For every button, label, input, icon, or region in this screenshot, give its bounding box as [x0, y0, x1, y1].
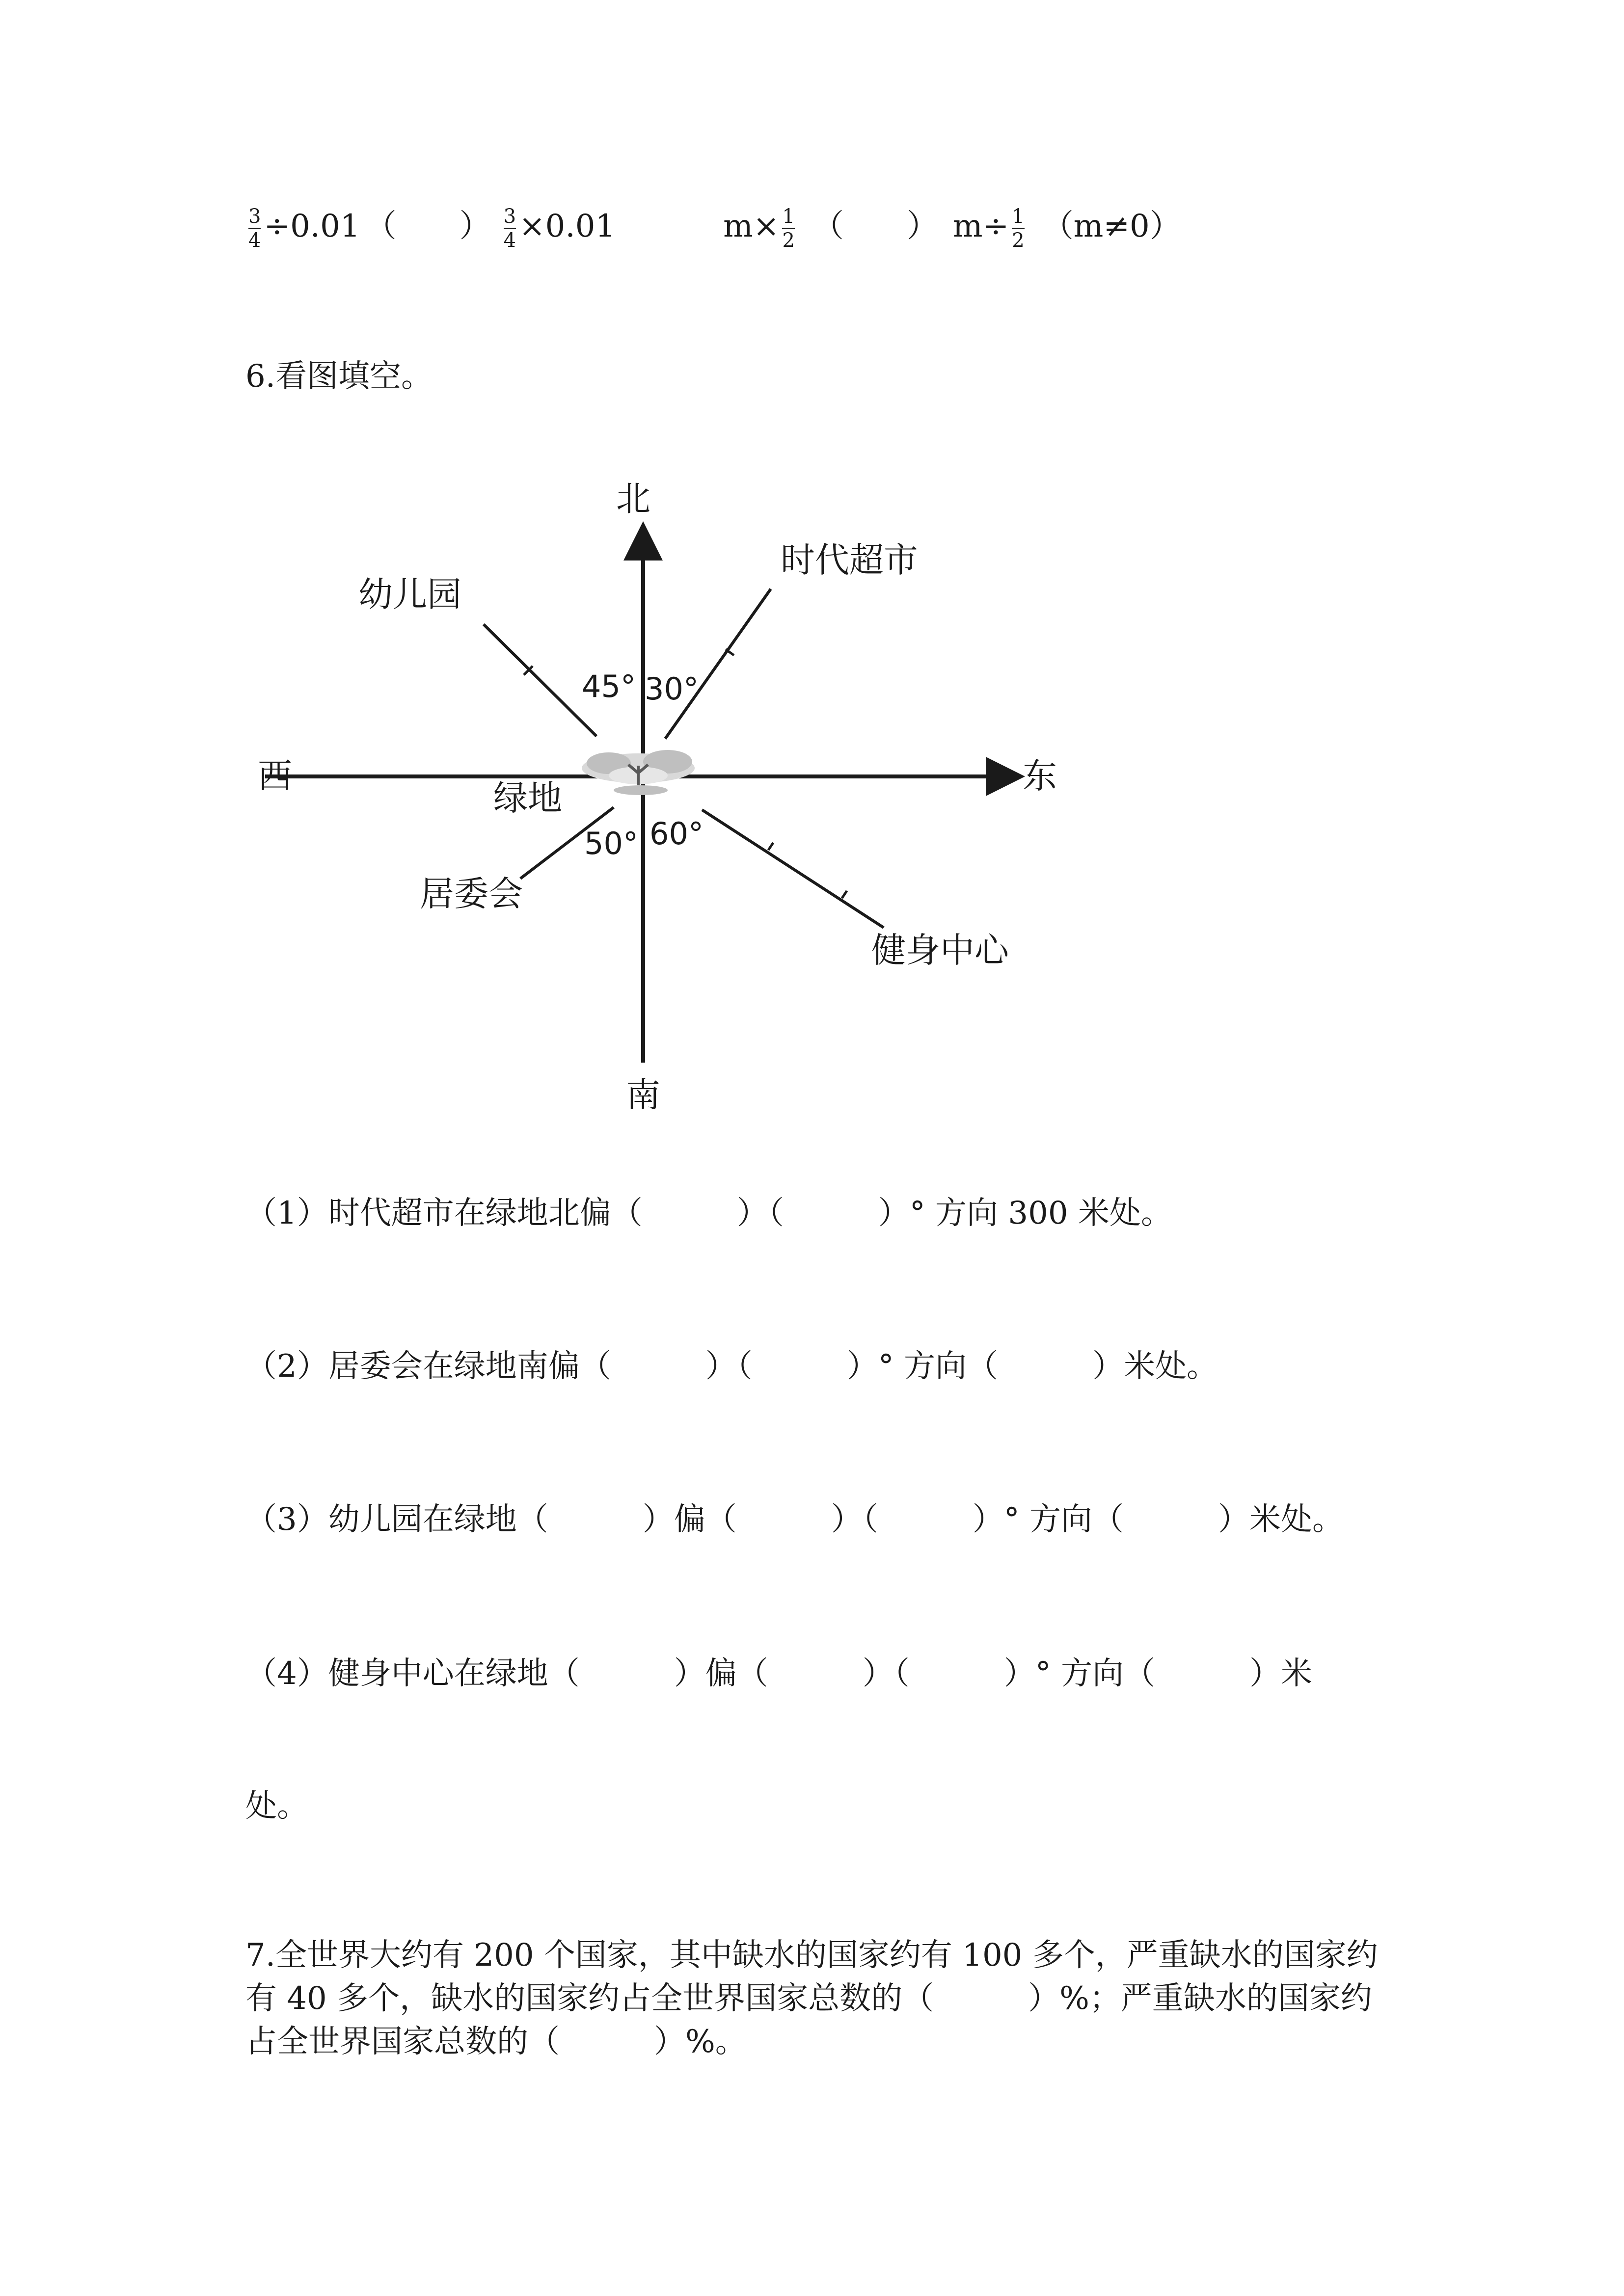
north-label: 北 [616, 479, 650, 519]
center-label: 绿地 [493, 778, 562, 818]
fraction-three-quarters [248, 206, 261, 251]
fraction-one-half [782, 206, 794, 251]
q6-question-3: （3）幼儿园在绿地（ ）偏（ ）（ ）° 方向（ ）米处。 [245, 1501, 1344, 1538]
angle-45-label: 45° [582, 668, 636, 704]
committee-label: 居委会 [420, 874, 523, 914]
kindergarten-ray [484, 624, 596, 736]
fraction-numerator: 1 [1012, 205, 1025, 228]
expression-m-times: m× [723, 208, 780, 244]
fraction-denominator: 4 [248, 229, 261, 252]
supermarket-label: 时代超市 [781, 540, 918, 580]
fraction-denominator: 2 [1012, 229, 1025, 252]
fraction-denominator: 2 [782, 229, 795, 252]
fraction-numerator: 3 [503, 205, 516, 228]
west-label: 西 [258, 756, 292, 796]
fraction-one-half-b [1012, 206, 1024, 251]
fraction-numerator: 3 [248, 205, 261, 228]
q6-question-4: （4）健身中心在绿地（ ）偏（ ）（ ）° 方向（ ）米 [245, 1655, 1313, 1692]
tick-mark [842, 891, 847, 898]
q6-title: 6.看图填空。 [245, 358, 433, 395]
condition-text: （m≠0） [1042, 208, 1181, 244]
q6-question-1: （1）时代超市在绿地北偏（ ）（ ）° 方向 300 米处。 [245, 1195, 1172, 1231]
expression-m-divide: m÷ [952, 208, 1009, 244]
q6-question-4-tail: 处。 [245, 1788, 308, 1824]
answer-blank[interactable]: （ ） [365, 208, 491, 244]
answer-blank-2[interactable]: （ ） [812, 208, 938, 244]
fraction-numerator: 1 [782, 205, 795, 228]
expression-b-tail: ×0.01 [519, 208, 616, 244]
tree-icon [582, 750, 695, 795]
gym-ray [702, 810, 884, 928]
q6-question-2: （2）居委会在绿地南偏（ ）（ ）° 方向（ ）米处。 [245, 1348, 1218, 1385]
south-label: 南 [626, 1075, 660, 1109]
expression-a-tail: ÷0.01 [264, 208, 360, 244]
q7-paragraph: 7.全世界大约有 200 个国家，其中缺水的国家约有 100 多个，严重缺水的国家约有 40 多个，缺水的国家约占全世界国家总数的（ ）%；严重缺水的国家约占全世界国家总数的（ ）%。 [245, 1937, 1378, 2060]
angle-60-label: 60° [650, 816, 704, 852]
supermarket-ray [665, 589, 771, 739]
fraction-three-quarters-b [504, 206, 516, 251]
kindergarten-label: 幼儿园 [358, 574, 461, 614]
fraction-denominator: 4 [503, 229, 516, 252]
tick-mark [768, 843, 773, 850]
compass-diagram [0, 471, 1624, 1109]
gym-label: 健身中心 [871, 930, 1009, 970]
angle-50-label: 50° [584, 826, 638, 861]
east-label: 东 [1023, 756, 1057, 796]
q5-comparison-row [245, 206, 1181, 251]
angle-30-label: 30° [645, 671, 699, 707]
